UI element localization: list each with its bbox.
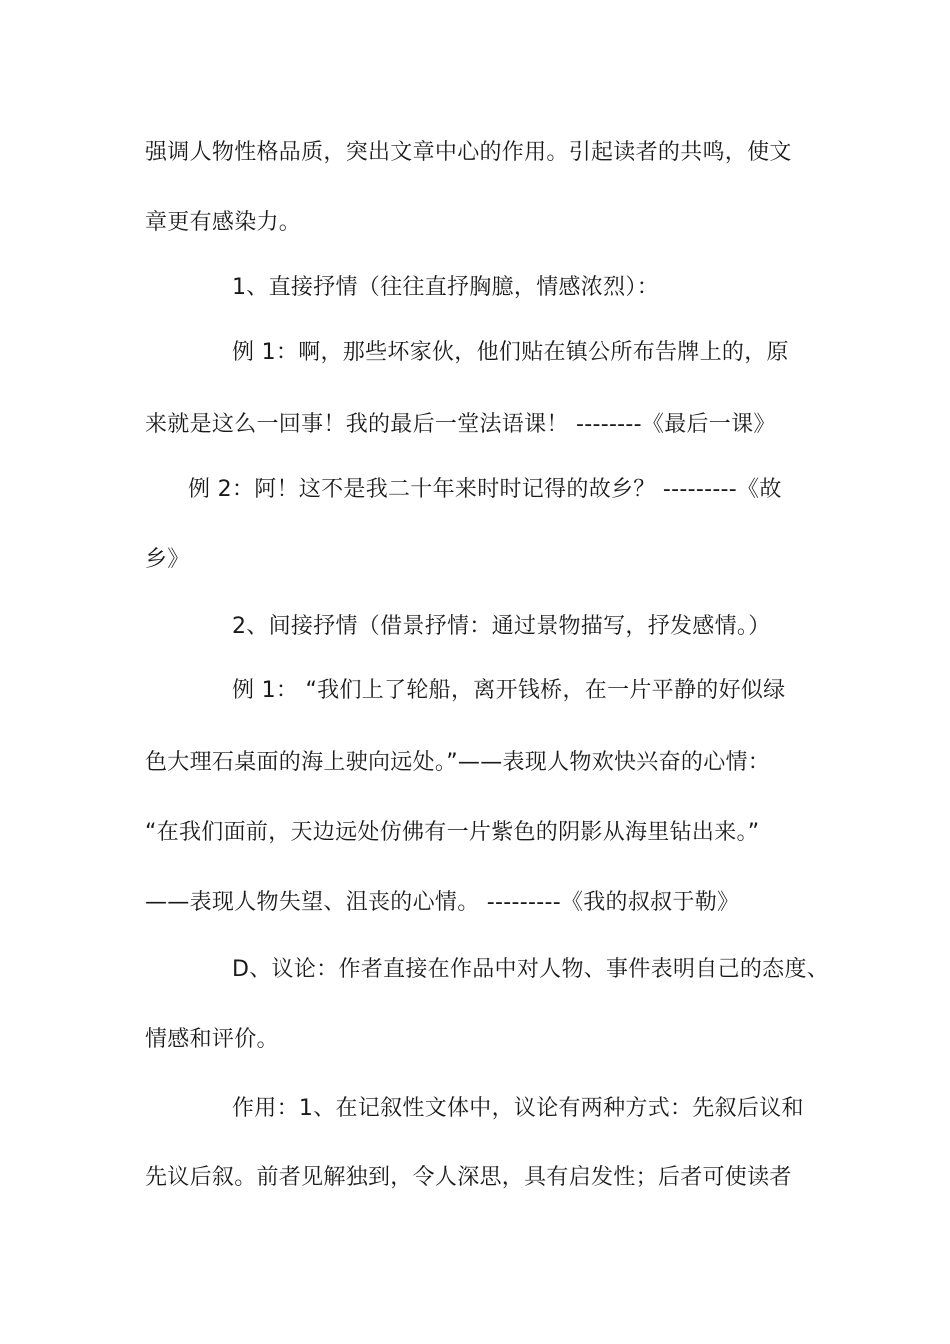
text-line: 来就是这么一回事！我的最后一堂法语课！ --------《最后一课》 [145,412,776,437]
text-line: 例 2：阿！这不是我二十年来时时记得的故乡？ ---------《故 [188,477,782,502]
text-line: 强调人物性格品质，突出文章中心的作用。引起读者的共鸣，使文 [145,140,792,165]
text-line: 作用：1、在记叙性文体中，议论有两种方式：先叙后议和 [232,1096,804,1121]
text-line: 1、直接抒情（往往直抒胸臆，情感浓烈）： [232,275,659,300]
text-line: 情感和评价。 [145,1027,279,1052]
text-line: “在我们面前，天边远处仿佛有一片紫色的阴影从海里钻出来。” [145,820,760,845]
text-line: 先议后叙。前者见解独到，令人深思，具有启发性；后者可使读者 [145,1165,792,1190]
text-line: 例 1： “我们上了轮船，离开钱桥，在一片平静的好似绿 [232,678,786,703]
text-line: ——表现人物失望、沮丧的心情。 ---------《我的叔叔于勒》 [145,890,740,915]
text-line: 例 1：啊，那些坏家伙，他们贴在镇公所布告牌上的，原 [232,340,789,365]
text-line: 色大理石桌面的海上驶向远处。”——表现人物欢快兴奋的心情： [145,750,771,775]
text-line: 乡》 [145,547,190,572]
text-line: 2、间接抒情（借景抒情：通过景物描写，抒发感情。） [232,614,771,639]
text-line: 章更有感染力。 [145,210,302,235]
text-line: D、议论：作者直接在作品中对人物、事件表明自己的态度、 [232,957,830,982]
